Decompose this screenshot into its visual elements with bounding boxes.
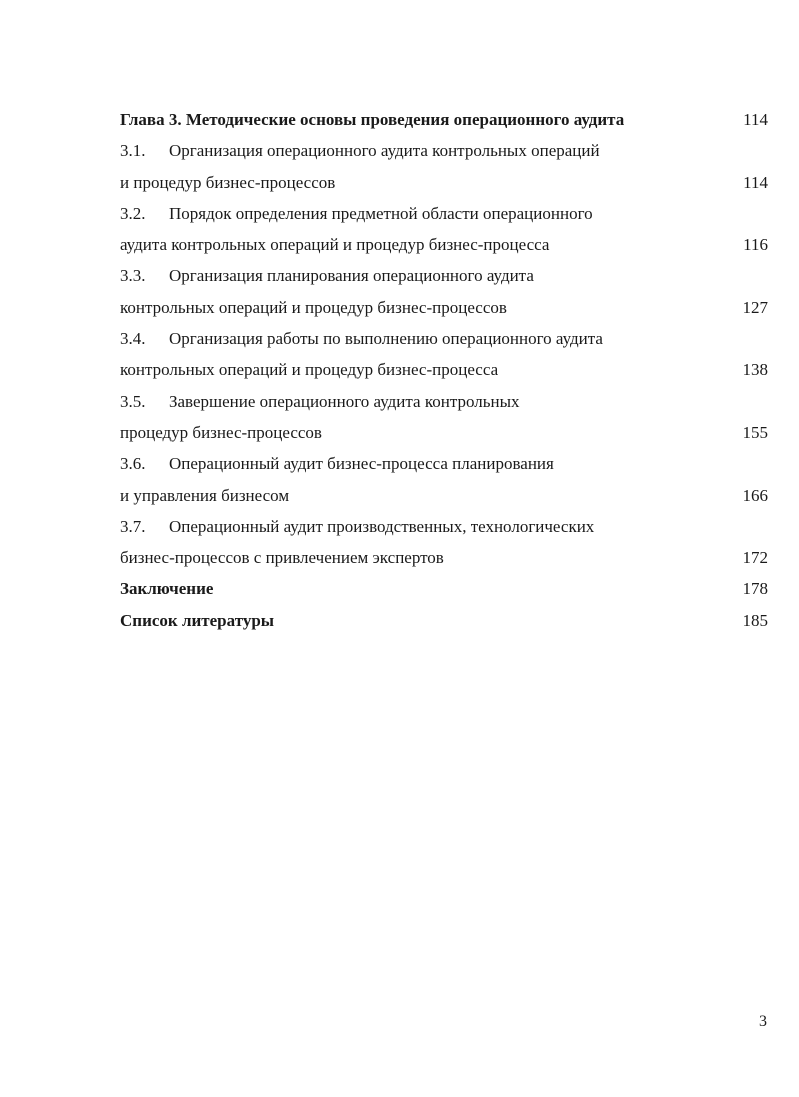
toc-section-3-5-cont [120,419,768,450]
toc-section-number: 3.2. [120,203,146,223]
toc-section-number: 3.5. [120,391,146,411]
toc-references [120,607,768,638]
toc-section-title: Операционный аудит бизнес-процесса планирования [169,454,554,474]
toc-section-3-6-cont [120,482,768,513]
toc-section-title-cont: аудита контрольных операций и процедур бизнес-процесса [120,235,550,255]
toc-section-page: 114 [743,172,768,192]
toc-conclusion-title: Заключение [120,579,214,599]
toc-section-title-cont: и управления бизнесом [120,485,290,505]
toc-section-3-7 [120,513,768,544]
toc-section-3-6 [120,450,768,481]
toc-references-title: Список литературы [120,610,275,630]
toc-section-page: 172 [742,548,768,568]
toc-section-number: 3.7. [120,516,146,536]
toc-section-title-cont: бизнес-процессов с привлечением экспертов [120,548,444,568]
toc-references-page: 185 [742,610,768,630]
toc-section-3-2 [120,200,768,231]
toc-section-3-7-cont [120,544,768,575]
toc-section-title: Организация планирования операционного аудита [169,266,534,286]
toc-chapter-page: 114 [743,110,768,129]
toc-section-title-cont: контрольных операций и процедур бизнес-процессов [120,297,507,317]
toc-section-title-cont: контрольных операций и процедур бизнес-процесса [120,360,499,380]
table-of-contents [120,106,768,638]
toc-section-3-4-cont [120,356,768,387]
toc-section-number: 3.3. [120,266,146,286]
toc-section-3-2-cont [120,231,768,262]
toc-conclusion [120,575,768,606]
toc-section-title-cont: процедур бизнес-процессов [120,422,322,442]
toc-chapter-title: Глава 3. Методические основы проведения операционного аудита [120,110,625,129]
toc-section-page: 138 [742,360,768,380]
toc-section-title: Организация работы по выполнению операционного аудита [169,329,603,349]
toc-section-title-cont: и процедур бизнес-процессов [120,172,336,192]
toc-section-title: Организация операционного аудита контрольных операций [169,141,600,161]
toc-section-title: Порядок определения предметной области операционного [169,203,593,223]
page-number: 3 [759,1013,767,1030]
toc-section-3-3 [120,262,768,293]
toc-section-page: 127 [742,297,768,317]
toc-section-3-3-cont [120,294,768,325]
toc-chapter-3 [120,106,768,137]
toc-section-number: 3.6. [120,454,146,474]
toc-section-3-4 [120,325,768,356]
toc-section-3-5 [120,388,768,419]
toc-section-3-1 [120,137,768,168]
toc-section-number: 3.1. [120,141,146,161]
toc-section-page: 155 [742,422,768,442]
toc-section-number: 3.4. [120,329,146,349]
toc-section-title: Завершение операционного аудита контрольных [169,391,520,411]
toc-conclusion-page: 178 [742,579,768,599]
toc-section-page: 116 [743,235,768,255]
toc-section-3-1-cont [120,169,768,200]
toc-section-page: 166 [742,485,768,505]
toc-section-title: Операционный аудит производственных, технологических [169,516,595,536]
